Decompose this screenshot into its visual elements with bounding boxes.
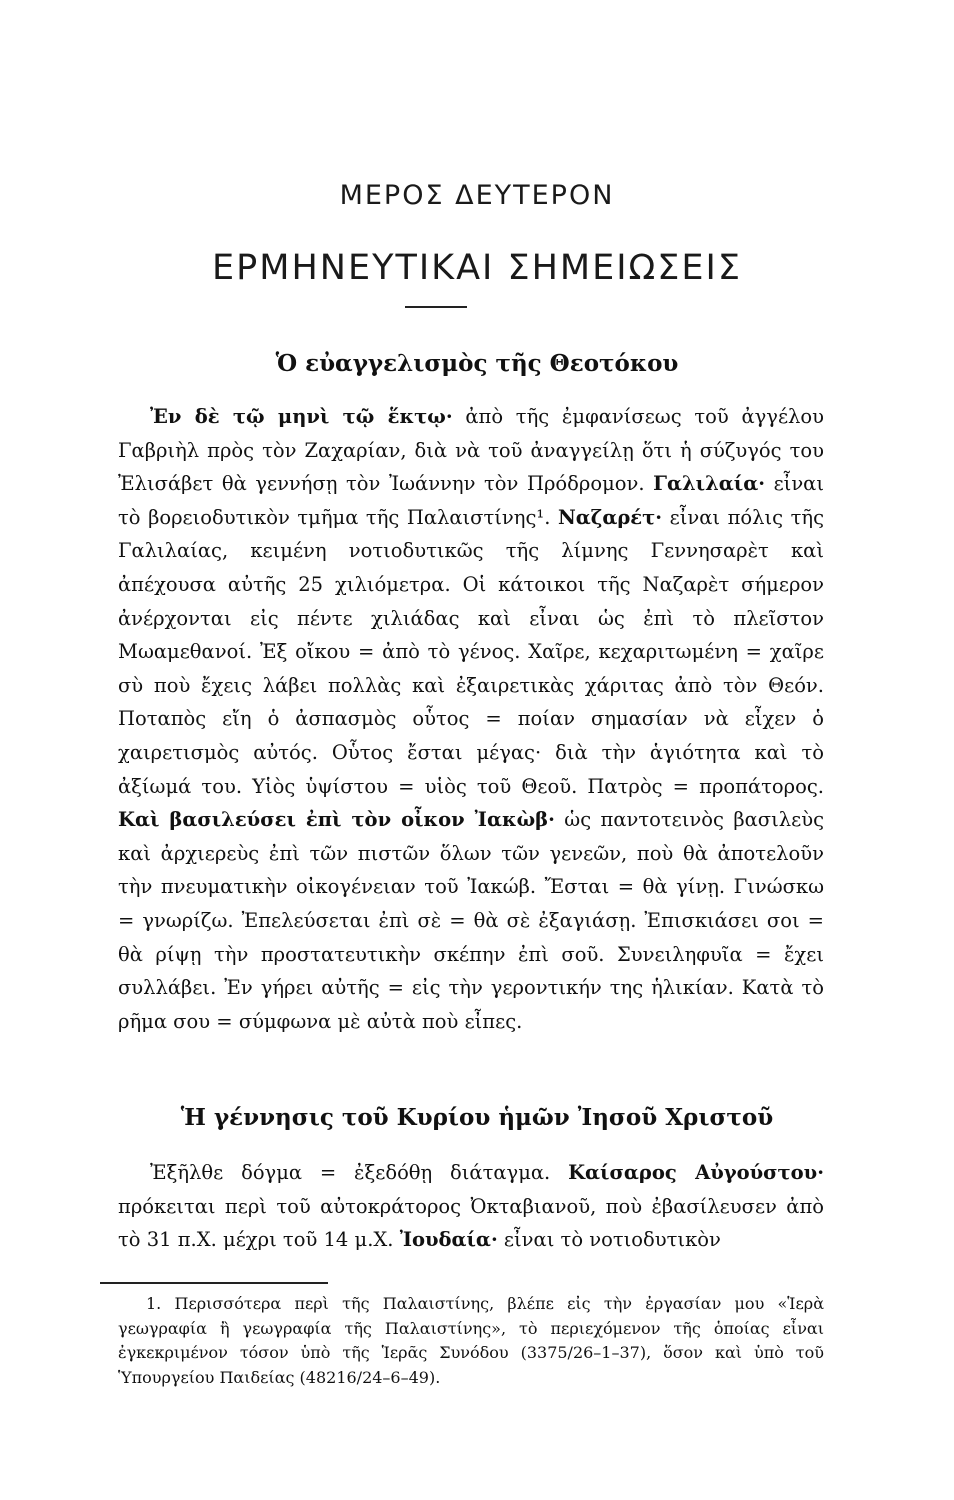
title-divider	[405, 306, 467, 308]
text-segment: Γαλιλαία·	[653, 472, 766, 496]
text-segment: εἶναι τὸ νοτιοδυτικὸν	[497, 1228, 721, 1252]
text-segment: ἀπὸ τῆς ἐμφανίσεως τοῦ ἀγγέλου Γαβριὴλ πρὸς τὸν Ζαχαρίαν, διὰ νὰ τοῦ ἀναγγείλῃ ὅτι ἡ σύζυγός του Ἐλισάβετ θὰ γεννήσῃ τὸν Ἰωάννην τὸν Πρόδρομον.	[118, 405, 824, 496]
section-heading-nativity: Ἡ γέννησις τοῦ Κυρίου ἡμῶν Ἰησοῦ Χριστοῦ	[180, 1104, 774, 1131]
text-segment: Ἰουδαία·	[399, 1228, 498, 1252]
text-segment: Ἐν δὲ τῷ μηνὶ τῷ ἕκτῳ·	[150, 405, 453, 428]
text-segment: εἶναι πόλις τῆς Γαλιλαίας, κειμένη νοτιοδυτικῶς τῆς λίμνης Γεννησαρὲτ καὶ ἀπέχουσα αὐτῆς 25 χιλιόμετρα. Οἱ κάτοικοι τῆς Ναζαρὲτ σήμερον ἀνέρχονται εἰς πέντε χιλιάδας καὶ εἶναι ὡς ἐπὶ τὸ πλεῖστον Μωαμεθανοί. Ἐξ οἴκου = ἀπὸ τὸ γένος. Χαῖρε, κεχαριτωμένη = χαῖρε σὺ ποὺ ἔχεις λάβει πολλὰς καὶ ἐξαιρετικὰς χάριτας ἀπὸ τὸν Θεόν. Ποταπὸς εἴη ὁ ἀσπασμὸς οὗτος = ποίαν σημασίαν νὰ εἶχεν ὁ χαιρετισμὸς αὐτός. Οὗτος ἔσται μέγας· διὰ τὴν ἁγιότητα καὶ τὸ ἀξίωμά του. Υἱὸς ὑψίστου = υἱὸς τοῦ Θεοῦ. Πατρὸς = προπάτορος.	[118, 505, 824, 798]
text-segment: Καὶ βασιλεύσει ἐπὶ τὸν οἶκον Ἰακὼβ·	[118, 808, 555, 832]
text-segment: πρόκειται περὶ τοῦ αὐτοκράτορος Ὀκταβιανοῦ, ποὺ ἐβασίλευσεν ἀπὸ τὸ 31 π.Χ. μέχρι τοῦ 14 μ.Χ.	[118, 1194, 824, 1252]
part-label: ΜΕΡΟΣ ΔΕΥΤΕΡΟΝ	[339, 180, 615, 211]
text-segment: Ἐξῆλθε δόγμα = ἐξεδόθῃ διάταγμα.	[150, 1161, 569, 1184]
section-body-nativity	[118, 1156, 824, 1257]
paragraph	[118, 1156, 824, 1257]
footnote-divider	[100, 1282, 328, 1284]
text-segment: Ναζαρέτ·	[557, 505, 663, 529]
paragraph	[118, 400, 824, 1038]
section-body-annunciation	[118, 400, 824, 1038]
text-segment: εἶναι τὸ βορειοδυτικὸν τμῆμα τῆς Παλαιστίνης¹.	[118, 472, 824, 529]
footnote	[118, 1292, 824, 1390]
footnote-text: 1. Περισσότερα περὶ τῆς Παλαιστίνης, βλέπε εἰς τὴν ἐργασίαν μου «Ἱερὰ γεωγραφία ἢ γεωγραφία τῆς Παλαιστίνης», τὸ περιεχόμενον τῆς ὁποίας εἶναι ἐγκεκριμένον τόσον ὑπὸ τῆς Ἱερᾶς Συνόδου (3375/26–1–37), ὅσον καὶ ὑπὸ τοῦ Ὑπουργείου Παιδείας (48216/24–6–49).	[118, 1294, 824, 1387]
text-segment: ὡς παντοτεινὸς βασιλεὺς καὶ ἀρχιερεὺς ἐπὶ τῶν πιστῶν ὅλων τῶν γενεῶν, ποὺ θὰ ἀποτελοῦν τὴν πνευματικὴν οἰκογένειαν τοῦ Ἰακώβ. Ἔσται = θὰ γίνῃ. Γινώσκω = γνωρίζω. Ἐπελεύσεται ἐπὶ σὲ = θὰ σὲ ἐξαγιάσῃ. Ἐπισκιάσει σοι = θὰ ρίψῃ τὴν προστατευτικὴν σκέπην ἐπὶ σοῦ. Συνειληφυῖα = ἔχει συλλάβει. Ἐν γήρει αὐτῆς = εἰς τὴν γεροντικήν της ἡλικίαν. Κατὰ τὸ ρῆμα σου = σύμφωνα μὲ αὐτὰ ποὺ εἶπες.	[118, 808, 824, 1033]
text-segment: Καίσαρος Αὐγούστου·	[568, 1161, 824, 1184]
section-heading-annunciation: Ὁ εὐαγγελισμὸς τῆς Θεοτόκου	[275, 350, 679, 377]
main-title: ΕΡΜΗΝΕΥΤΙΚΑΙ ΣΗΜΕΙΩΣΕΙΣ	[212, 248, 742, 288]
